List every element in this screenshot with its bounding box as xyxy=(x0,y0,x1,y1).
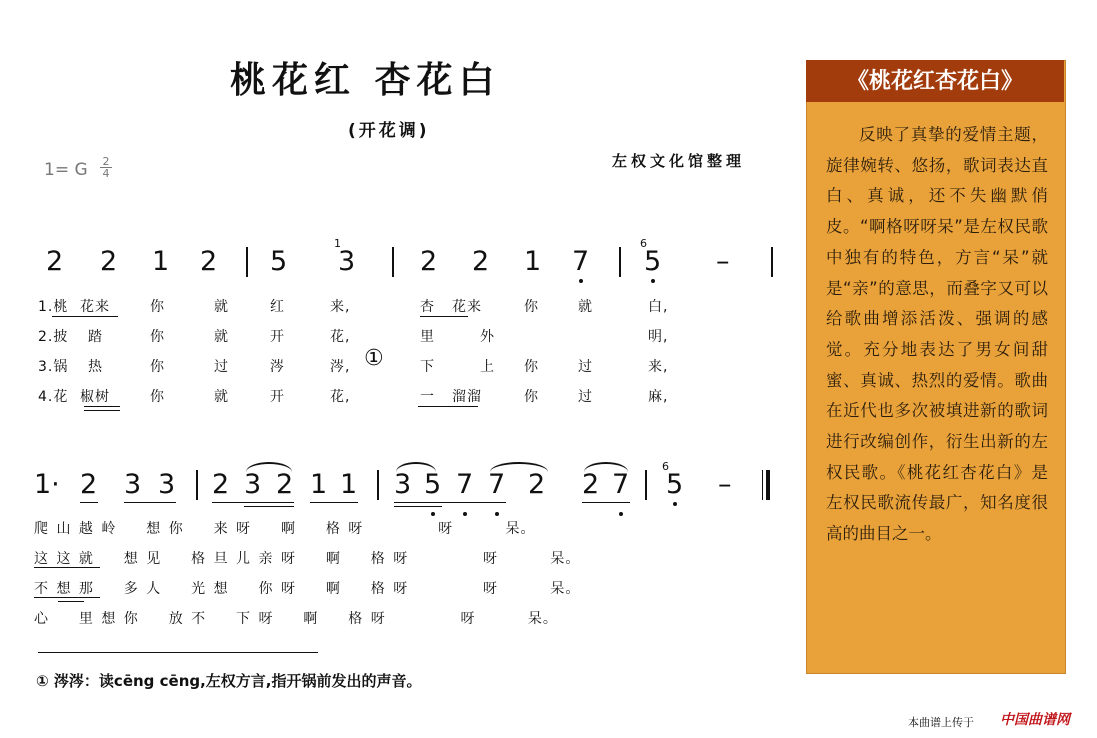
beam xyxy=(124,502,176,503)
note: 7 xyxy=(572,246,590,277)
notation-line-1 xyxy=(0,237,800,285)
lyric: 你 xyxy=(524,299,539,315)
beam xyxy=(244,506,294,507)
site-logo[interactable]: 中国曲谱网 xyxy=(1000,712,1070,728)
note: 2 xyxy=(582,469,600,500)
note: 2 xyxy=(472,246,490,277)
note: 2 xyxy=(420,246,438,277)
lyric: 白, xyxy=(648,299,669,315)
lyric: 2.披 xyxy=(38,329,69,345)
lower-octave-dot xyxy=(673,502,677,506)
lyric: 花来 xyxy=(80,299,110,315)
lower-octave-dot xyxy=(431,512,435,516)
verse-2: 这 这 就 想 见 格 旦 儿 亲 呀 啊 格 呀 呀 呆。 xyxy=(34,551,581,567)
beam xyxy=(212,502,294,503)
verse-3: 不 想 那 多 人 光 想 你 呀 啊 格 呀 呀 呆。 xyxy=(34,581,581,597)
sidebar-body: 反映了真挚的爱情主题，旋律婉转、悠扬，歌词表达直白、真诚，还不失幽默俏皮。“啊格呀呀呆”是左权民歌中独有的特色，方言“呆”就是“亲”的意思，而叠字又可以给歌曲增添活泼、强调的感觉。充分地表达了男女间甜蜜、真诚、热烈的爱情。歌曲在近代也多次被填进新的歌词进行改编创作，衍生出新的左权民歌。《桃花红杏花白》是左权民歌流传最广，知名度很高的曲目之一。 xyxy=(826,125,1048,544)
note: 1 xyxy=(310,469,328,500)
lyric: 1.桃 xyxy=(38,299,69,315)
lyric: 开 xyxy=(270,389,285,405)
lyric: 一 xyxy=(420,389,435,405)
lyric-underline xyxy=(420,316,468,317)
slur xyxy=(584,462,628,472)
slur xyxy=(396,462,436,472)
lyric: 里 xyxy=(420,329,435,345)
lyric: 3.锅 xyxy=(38,359,69,375)
verse-1: 爬 山 越 岭 想 你 来 呀 啊 格 呀 呀 呆。 xyxy=(34,521,536,537)
grace-note: 6 xyxy=(662,460,669,473)
lyric: 你 xyxy=(150,299,165,315)
key-signature: 1= G xyxy=(44,160,88,180)
note: 1 xyxy=(524,246,542,277)
lyric: 热 xyxy=(88,359,103,375)
note: 7 xyxy=(456,469,474,500)
note: 2 xyxy=(528,469,546,500)
note: 2 xyxy=(100,246,118,277)
barline xyxy=(645,470,647,500)
song-title: 桃花红 杏花白 xyxy=(230,59,501,101)
lyric: 过 xyxy=(214,359,229,375)
beam xyxy=(394,506,442,507)
note: 2 xyxy=(276,469,294,500)
lyric: 外 xyxy=(480,329,495,345)
note: 5 xyxy=(424,469,442,500)
note: 5 xyxy=(270,246,288,277)
lyric: 杏 xyxy=(420,299,435,315)
grace-note: 6 xyxy=(640,237,647,250)
grace-note: 1 xyxy=(334,237,341,250)
lyric: 你 xyxy=(150,389,165,405)
note: 3 xyxy=(244,469,262,500)
time-signature xyxy=(100,156,112,179)
barline xyxy=(196,470,198,500)
lower-octave-dot xyxy=(619,512,623,516)
song-subtitle: (开花调) xyxy=(348,121,430,141)
note: 3 xyxy=(124,469,142,500)
lyric: 4.花 xyxy=(38,389,69,405)
barline xyxy=(246,247,248,277)
barline xyxy=(377,470,379,500)
footnote-marker: ① xyxy=(364,346,384,371)
note: 1· xyxy=(34,469,60,500)
note: 1 xyxy=(152,246,170,277)
beam xyxy=(80,502,98,503)
sidebar-heading: 《桃花红杏花白》 xyxy=(806,60,1064,102)
beam xyxy=(582,502,630,503)
notation-line-2 xyxy=(0,460,800,508)
lyric: 下 xyxy=(420,359,435,375)
upload-credit: 本曲谱上传于 xyxy=(908,716,974,729)
lyric: 过 xyxy=(578,389,593,405)
lyric: 涔 xyxy=(270,359,285,375)
end-barline-thin xyxy=(762,470,763,500)
footnote-rule xyxy=(38,652,318,653)
lyric: 花, xyxy=(330,389,351,405)
lyric-underline xyxy=(34,567,100,568)
lower-octave-dot xyxy=(463,512,467,516)
lyric: 花, xyxy=(330,329,351,345)
lyric: 椒树 xyxy=(80,389,110,405)
barline xyxy=(619,247,621,277)
note: 3 xyxy=(338,246,356,277)
note: 7 xyxy=(612,469,630,500)
slur xyxy=(490,462,548,472)
lyric: 来, xyxy=(330,299,351,315)
lyric: 踏 xyxy=(88,329,103,345)
lyric: 就 xyxy=(214,389,229,405)
note: 3 xyxy=(394,469,412,500)
lower-octave-dot xyxy=(651,279,655,283)
lyric: 麻, xyxy=(648,389,669,405)
note: 5 xyxy=(644,246,662,277)
lyric: 花来 xyxy=(452,299,482,315)
lyric-underline xyxy=(52,316,118,317)
footnote: ① 涔涔：读cēng cēng,左权方言,指开锅前发出的声音。 xyxy=(36,672,422,690)
note: 3 xyxy=(158,469,176,500)
lyric: 涔, xyxy=(330,359,351,375)
lyric-underline xyxy=(84,410,120,411)
lyric: 你 xyxy=(524,359,539,375)
note: 1 xyxy=(340,469,358,500)
lyric-underline xyxy=(418,406,478,407)
slur xyxy=(246,462,292,472)
lyric: 过 xyxy=(578,359,593,375)
note: – xyxy=(718,469,732,500)
lyric: 你 xyxy=(150,329,165,345)
lyric-underline xyxy=(58,601,84,602)
lyric-underline xyxy=(34,597,100,598)
lyric: 来, xyxy=(648,359,669,375)
barline xyxy=(392,247,394,277)
verse-4: 心 里 想 你 放 不 下 呀 啊 格 呀 呀 呆。 xyxy=(34,611,558,627)
beam xyxy=(394,502,506,503)
lyric: 就 xyxy=(214,329,229,345)
barline xyxy=(771,247,773,277)
note: 2 xyxy=(80,469,98,500)
lyric: 溜溜 xyxy=(452,389,482,405)
lower-octave-dot xyxy=(579,279,583,283)
lyric-underline xyxy=(84,406,120,407)
lower-octave-dot xyxy=(495,512,499,516)
lyric: 红 xyxy=(270,299,285,315)
time-bottom: 4 xyxy=(102,167,110,180)
end-barline-heavy xyxy=(766,470,770,500)
beam xyxy=(310,502,358,503)
note: 2 xyxy=(46,246,64,277)
lyric: 开 xyxy=(270,329,285,345)
lyric: 就 xyxy=(214,299,229,315)
lyric: 你 xyxy=(150,359,165,375)
lyric: 明, xyxy=(648,329,669,345)
note: 7 xyxy=(488,469,506,500)
note: 2 xyxy=(212,469,230,500)
lyric: 就 xyxy=(578,299,593,315)
time-top: 2 xyxy=(102,155,110,168)
note: – xyxy=(716,246,730,277)
lyric: 上 xyxy=(480,359,495,375)
arranger: 左权文化馆整理 xyxy=(612,152,746,170)
note: 5 xyxy=(666,469,684,500)
lyric: 你 xyxy=(524,389,539,405)
note: 2 xyxy=(200,246,218,277)
